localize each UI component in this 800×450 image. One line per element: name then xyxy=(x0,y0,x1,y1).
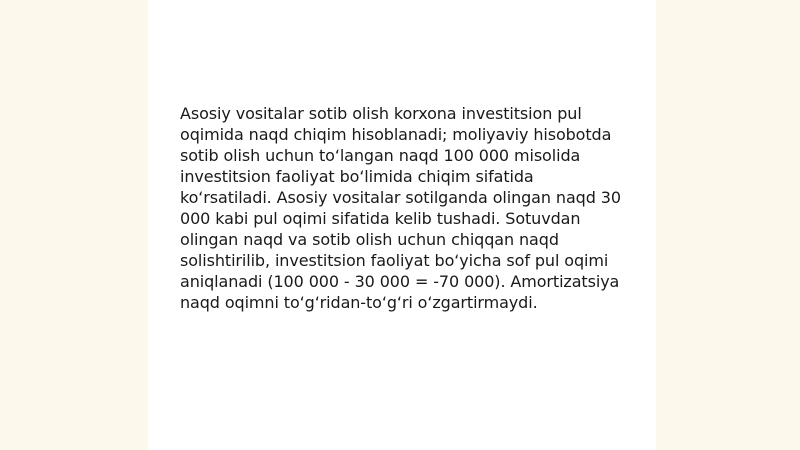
document-page xyxy=(148,0,656,450)
body-paragraph: Asosiy vositalar sotib olish korxona investitsion pul oqimida naqd chiqim hisoblanadi; moliyaviy hisobotda sotib olish uchun to‘langan naqd 100 000 misolida investitsion faoliyat bo‘limida chiqim sifatida ko‘rsatiladi. Asosiy vositalar sotilganda olingan naqd 30 000 kabi pul oqimi sifatida kelib tushadi. Sotuvdan olingan naqd va sotib olish uchun chiqqan naqd solishtirilib, investitsion faoliyat bo‘yicha sof pul oqimi aniqlanadi (100 000 - 30 000 = -70 000). Amortizatsiya naqd oqimni to‘g‘ridan-to‘g‘ri o‘zgartirmaydi. xyxy=(180,104,621,312)
